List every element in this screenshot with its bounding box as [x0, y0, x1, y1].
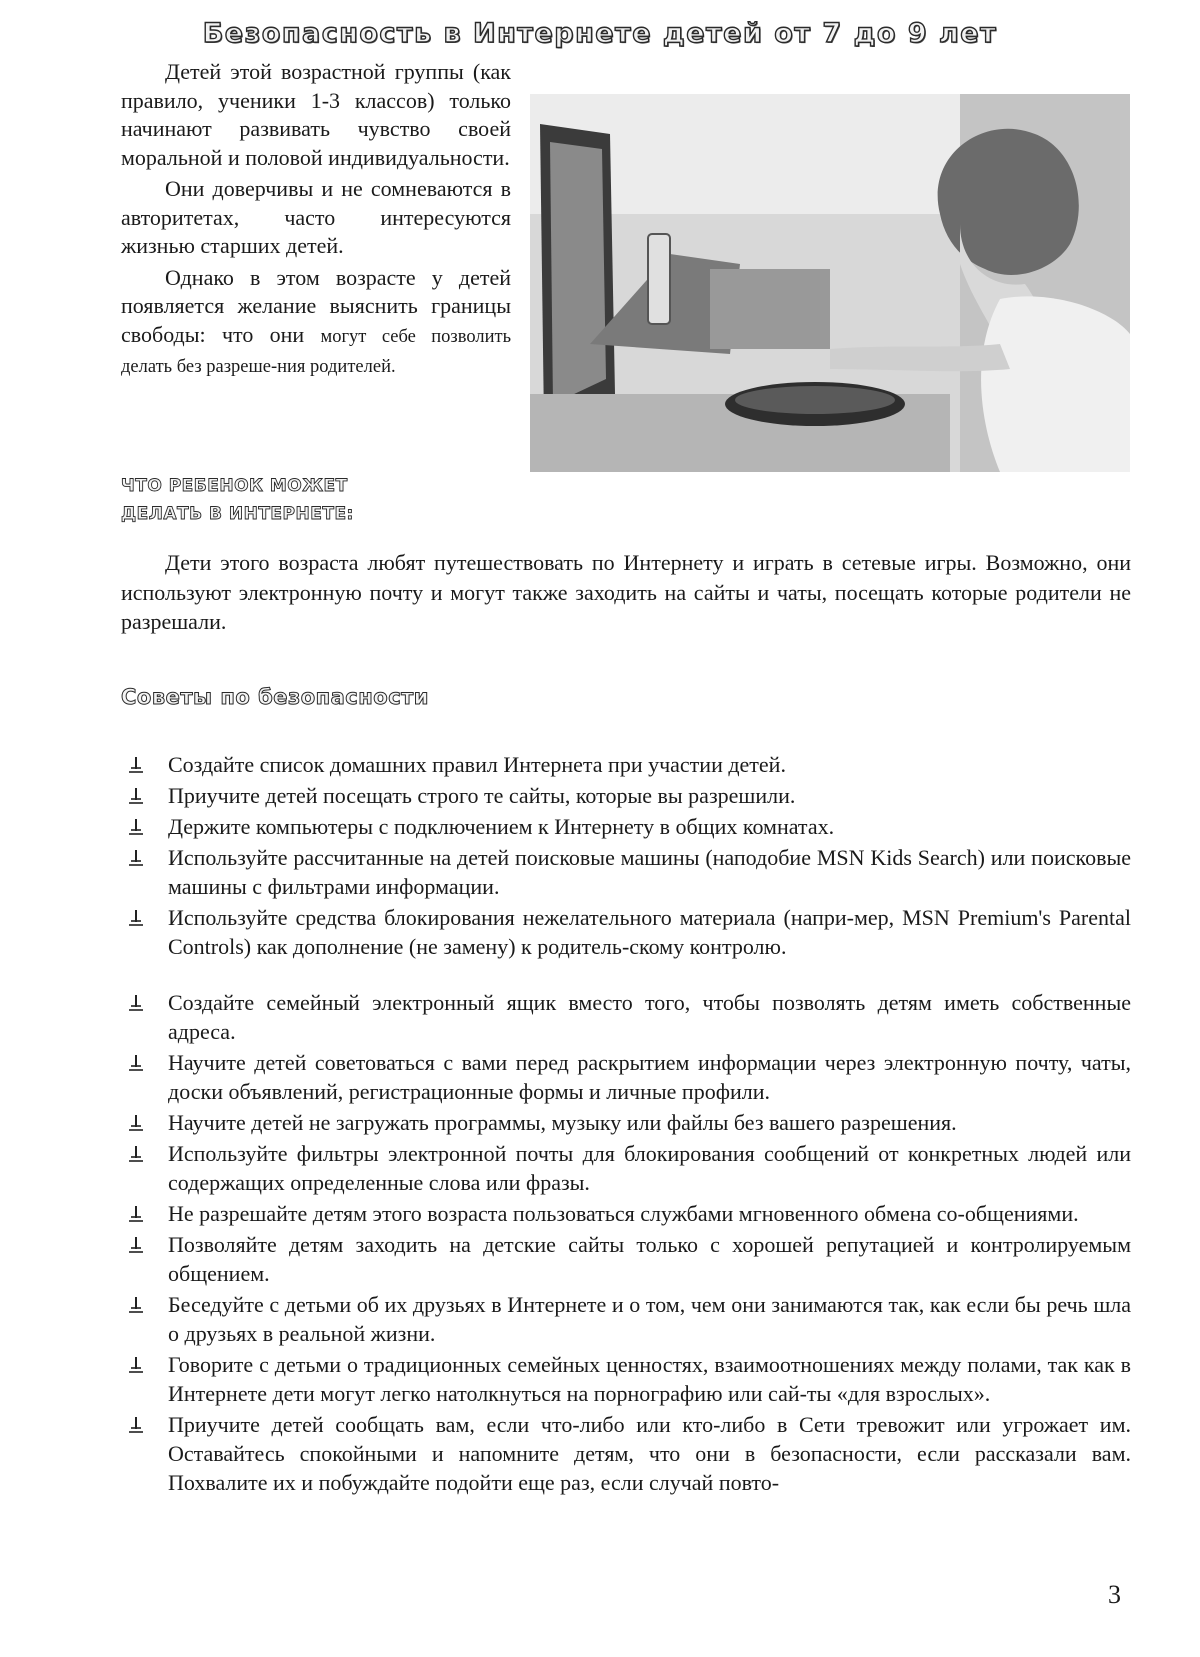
arrow-down-icon [127, 994, 145, 1012]
tip-text: Держите компьютеры с подключением к Интернету в общих комнатах. [168, 814, 835, 839]
body-paragraph: Дети этого возраста любят путешествовать по Интернету и играть в сетевые игры. Возможно, они используют электронную почту и могут также заходить на сайты и чаты, посещать которые родители не разрешали. [121, 550, 1131, 634]
tip-text: Используйте рассчитанные на детей поисковые машины (наподобие MSN Kids Search) или поисковые машины с фильтрами информации. [168, 845, 1131, 899]
list-item [121, 843, 1131, 901]
tip-text: Приучите детей посещать строго те сайты, которые вы разрешили. [168, 783, 796, 808]
list-item [121, 903, 1131, 961]
tip-text: Создайте семейный электронный ящик вместо того, чтобы позволять детям иметь собственные адреса. [168, 990, 1131, 1044]
subheading-line-1: ЧТО РЕБЕНОК МОЖЕТ [121, 476, 348, 496]
child-at-computer-photo [530, 94, 1130, 472]
tip-text: Позволяйте детям заходить на детские сайты только с хорошей репутацией и контролируемым общением. [168, 1232, 1131, 1286]
list-item [121, 781, 1131, 810]
tip-text: Используйте фильтры электронной почты для блокирования сообщений от конкретных людей или содержащих определенные слова или фразы. [168, 1141, 1131, 1195]
list-item [121, 1139, 1131, 1197]
arrow-down-icon [127, 1114, 145, 1132]
list-item [121, 988, 1131, 1046]
intro-paragraph-3-start: Однако в этом возрасте у детей появляется желание выяснить границы свободы: что они [121, 264, 511, 347]
arrow-down-icon [127, 1356, 145, 1374]
list-item [121, 1048, 1131, 1106]
intro-paragraph-3-end: могут себе позволить делать без разреше-ния родителей. [121, 326, 512, 377]
arrow-down-icon [127, 1054, 145, 1072]
safety-tips-list [121, 750, 1131, 1499]
list-item [121, 1290, 1131, 1348]
intro-text [121, 58, 511, 385]
arrow-down-icon [127, 1236, 145, 1254]
safety-tips-heading: Советы по безопасности [121, 685, 430, 709]
arrow-down-icon [127, 849, 145, 867]
arrow-down-icon [127, 909, 145, 927]
arrow-down-icon [127, 1205, 145, 1223]
list-item [121, 1350, 1131, 1408]
page-number: 3 [1108, 1580, 1121, 1609]
photo-illustration [530, 94, 1130, 472]
list-item [121, 1230, 1131, 1288]
tip-text: Создайте список домашних правил Интернета при участии детей. [168, 752, 786, 777]
tip-text: Научите детей советоваться с вами перед раскрытием информации через электронную почту, чаты, доски объявлений, регистрационные формы и личные профили. [168, 1050, 1131, 1104]
arrow-down-icon [127, 1145, 145, 1163]
tip-text: Научите детей не загружать программы, музыку или файлы без вашего разрешения. [168, 1110, 957, 1135]
list-item [121, 812, 1131, 841]
section-subheading [121, 472, 354, 528]
intro-paragraph-1: Детей этой возрастной группы (как правило, ученики 1-3 классов) только начинают развивать чувство своей моральной и половой индивидуальности. [121, 59, 511, 170]
intro-paragraph-2: Они доверчивы и не сомневаются в авторитетах, часто интересуются жизнью старших детей. [121, 176, 511, 258]
list-item [121, 1410, 1131, 1497]
arrow-down-icon [127, 787, 145, 805]
subheading-line-2: ДЕЛАТЬ В ИНТЕРНЕТЕ: [121, 504, 354, 524]
tip-text: Не разрешайте детям этого возраста пользоваться службами мгновенного обмена со-общениями. [168, 1201, 1079, 1226]
arrow-down-icon [127, 1416, 145, 1434]
list-item [121, 1108, 1131, 1137]
list-item [121, 750, 1131, 779]
list-item [121, 1199, 1131, 1228]
arrow-down-icon [127, 756, 145, 774]
tip-text: Говорите с детьми о традиционных семейных ценностях, взаимоотношениях между полами, так как в Интернете дети могут легко натолкнуться на порнографию или сай-ты «для взрослых». [168, 1352, 1131, 1406]
intro-paragraph-3 [121, 264, 511, 382]
arrow-down-icon [127, 1296, 145, 1314]
tip-text: Приучите детей сообщать вам, если что-либо или кто-либо в Сети тревожит или угрожает им. Оставайтесь спокойными и напомните детям, что они в безопасности, если рассказали вам. Похвалите их и побуждайте подойти еще раз, если случай повто- [168, 1412, 1131, 1495]
arrow-down-icon [127, 818, 145, 836]
tip-text: Используйте средства блокирования нежелательного материала (напри-мер, MSN Premium's Parental Controls) как дополнение (не замену) к родитель-скому контролю. [168, 905, 1131, 959]
page-title: Безопасность в Интернете детей от 7 до 9 лет [202, 18, 998, 49]
tip-text: Беседуйте с детьми об их друзьях в Интернете и о том, чем они занимаются так, как если бы речь шла о друзьях в реальной жизни. [168, 1292, 1131, 1346]
